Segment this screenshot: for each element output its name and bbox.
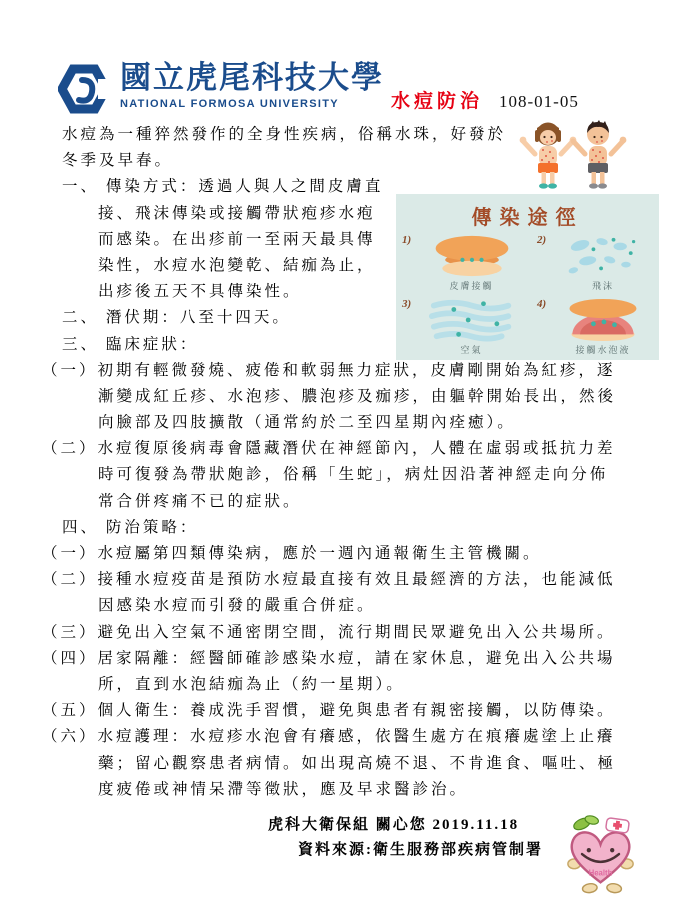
body-line: 時可復發為帶狀皰診，俗稱「生蛇」，病灶因沿著神經走向分佈 [98, 466, 609, 484]
body-line: 常合併疼痛不已的症狀。 [98, 492, 302, 510]
body-text [0, 122, 679, 803]
university-name [120, 60, 384, 110]
document-title: 水痘防治 [391, 91, 484, 112]
body-line: （二）水痘復原後病毒會隱藏潛伏在神經節內，人體在虛弱或抵抗力差 [42, 440, 616, 458]
body-line: 藥；留心觀察患者病情。如出現高燒不退、不肯進食、嘔吐、極 [98, 754, 617, 772]
university-logo-icon [58, 64, 110, 114]
health-heart-mascot [545, 813, 657, 901]
body-line: 冬季及早春。 [62, 152, 174, 170]
item-number: 4) [537, 298, 547, 310]
body-line: （四）居家隔離：經醫師確診感染水痘，請在家休息，避免出入公共場 [42, 649, 616, 667]
body-line: 漸變成紅丘疹、水泡疹、膿泡疹及痂疹，由軀幹開始長出，然後 [98, 387, 617, 405]
item-label: 接觸水泡液 [575, 345, 631, 355]
body-line: 出疹後五天不具傳染性。 [98, 283, 302, 301]
item-label: 皮膚接觸 [449, 281, 494, 291]
university-name-zh: 國立虎尾科技大學 [120, 60, 384, 95]
body-line: （一）初期有輕微發燒、疲倦和軟弱無力症狀，皮膚剛開始為紅疹，逐 [42, 361, 616, 379]
infographic-title: 傳染途徑 [471, 207, 584, 229]
document-title-block [391, 86, 579, 113]
body-line: 三、 臨床症狀： [62, 335, 199, 353]
body-line: （六）水痘護理：水痘疹水泡會有癢感，依醫生處方在痕癢處塗上止癢 [42, 728, 616, 746]
body-line: 所，直到水泡結痂為止（約一星期）。 [98, 675, 405, 693]
item-label: 飛沫 [591, 281, 614, 291]
body-line: （三）避免出入空氣不通密閉空間，流行期間民眾避免出入公共場所。 [42, 623, 616, 641]
body-line: 四、 防治策略： [62, 518, 199, 536]
body-line: 二、 潛伏期：八至十四天。 [62, 309, 291, 327]
care-line: 虎科大衛保組 關心您 2019.11.18 [268, 817, 520, 833]
body-line: （二）接種水痘疫苗是預防水痘最直接有效且最經濟的方法，也能減低 [42, 571, 616, 589]
body-line: 染性，水痘水泡變乾、結痂為止， [98, 256, 376, 274]
body-line: 接、飛沫傳染或接觸帶狀疱疹水疱 [98, 204, 376, 222]
body-line: 而感染。在出疹前一至兩天最具傳 [98, 230, 376, 248]
body-line: 一、 傳染方式：透過人與人之間皮膚直 [62, 178, 384, 196]
item-label: 空氣 [460, 345, 483, 355]
item-number: 1) [402, 234, 412, 246]
source-line: 資料來源:衛生服務部疾病管制署 [298, 842, 543, 858]
body-line: 因感染水痘而引發的嚴重合併症。 [98, 597, 376, 615]
body-line: 度疲倦或神情呆滯等徵狀，應及早求醫診治。 [98, 780, 469, 798]
university-logo-block [58, 60, 384, 114]
document-code: 108-01-05 [499, 92, 579, 111]
mascot-belly-text: Health [588, 868, 613, 878]
university-name-en: NATIONAL FORMOSA UNIVERSITY [120, 98, 339, 110]
body-line: 水痘為一種猝然發作的全身性疾病，俗稱水珠，好發於 [62, 126, 507, 143]
body-line: （五）個人衛生：養成洗手習慣，避免與患者有親密接觸，以防傳染。 [42, 702, 616, 720]
item-number: 3) [402, 298, 412, 310]
body-line: 向臉部及四肢擴散（通常約於二至四星期內痊癒）。 [98, 414, 516, 432]
item-number: 2) [537, 234, 547, 246]
body-line: （一）水痘屬第四類傳染病，應於一週內通報衛生主管機關。 [42, 545, 542, 562]
